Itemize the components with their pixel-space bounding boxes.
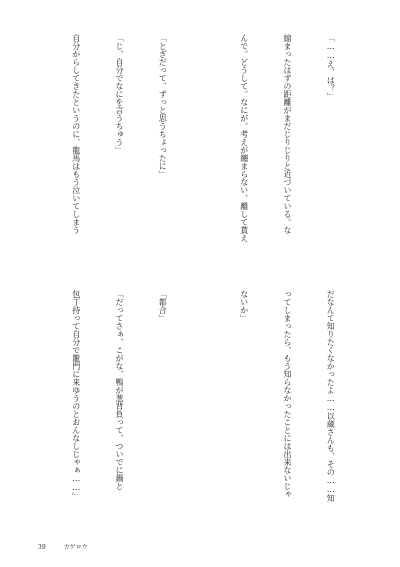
page-footer [38, 542, 104, 551]
text-block-top-left [38, 34, 198, 268]
text-line: 「じ、自分でなにを言うちゅう」 [114, 34, 124, 154]
text-line: 縮まったはずの距離がまだじりじりと近づいている。な [282, 34, 292, 234]
running-title: カゲロウ [63, 544, 88, 551]
text-line: んで。どうして。なにが。考えが纏まらない。離して貰え [239, 34, 249, 242]
text-line: 「……え、は？」 [326, 34, 336, 100]
text-line: 「都合」 [158, 290, 168, 322]
text-line: ないか」 [239, 290, 249, 322]
text-block-bottom-left [38, 290, 198, 520]
text-line: 自分からしてきたというのに、龍馬はもう泣いてしまう [71, 34, 81, 234]
text-line [206, 290, 208, 520]
text-line: だなんて知りたくなかったよ……以蔵さんも、その……知 [326, 290, 336, 502]
text-line: 「とぎだって、ずっと思うちょったに」 [158, 34, 168, 178]
text-line [206, 34, 208, 268]
text-line: 「だってさぁ、こがな、鴨が葱背負って、ついでに鍋と [114, 290, 124, 490]
text-block-bottom-right [206, 290, 366, 520]
text-line: 包丁持って自分で籠門に来ゆうのとおんなしじゃぁ……」 [71, 290, 81, 500]
text-line [38, 290, 40, 520]
text-line [38, 34, 40, 268]
page-number: 39 [38, 544, 46, 551]
text-line: ってしまったら、もう知らなかったことには出来ないじゃ [282, 290, 292, 498]
text-block-top-right [206, 34, 366, 268]
